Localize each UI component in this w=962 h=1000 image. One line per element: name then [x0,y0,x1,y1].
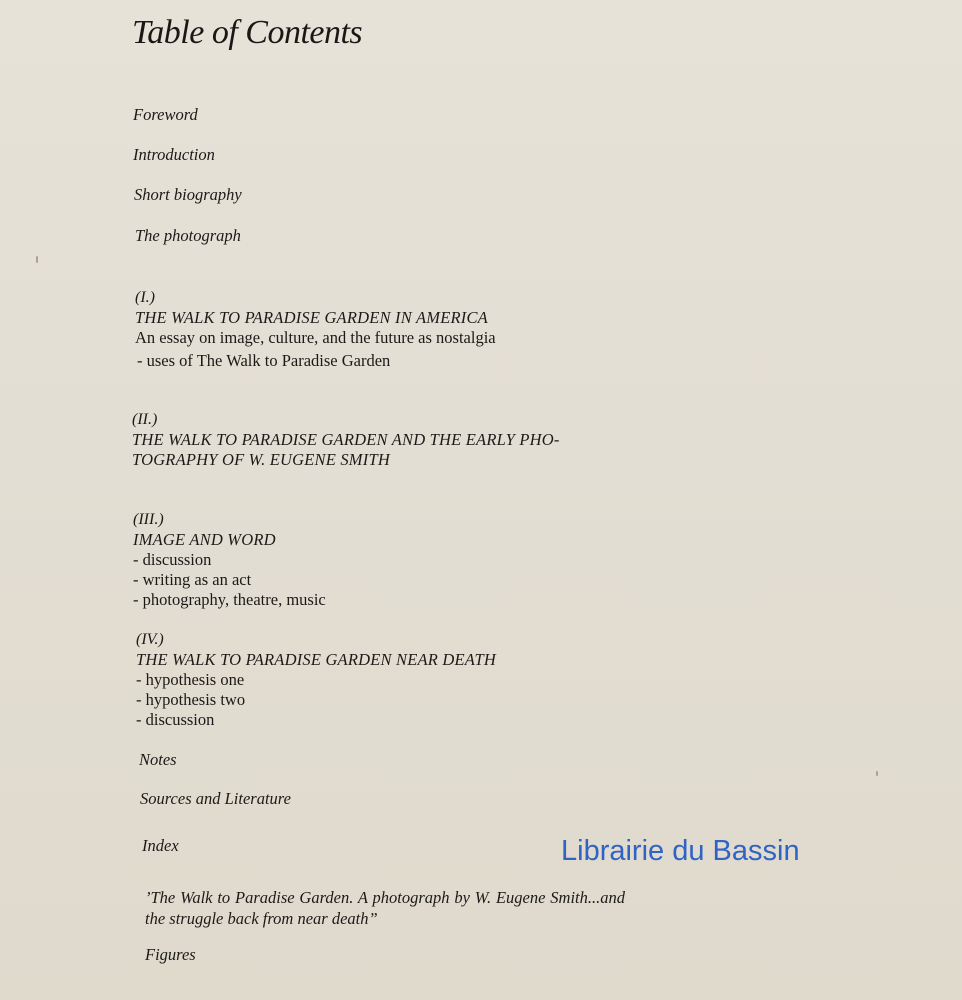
section-number: (IV.) [136,631,164,648]
toc-entry-index: Index [142,836,179,855]
section-item: - hypothesis one [136,670,245,689]
paper-speck [36,256,38,263]
toc-entry-the-photograph: The photograph [135,226,241,245]
watermark: Librairie du Bassin [561,835,800,867]
section-item: - uses of The Walk to Paradise Garden [137,351,391,370]
toc-entry-foreword: Foreword [133,105,198,124]
section-heading-continued: TOGRAPHY OF W. EUGENE SMITH [132,450,390,469]
section-number: (III.) [133,511,164,528]
page-title: Table of Contents [132,14,363,51]
toc-entry-figures: Figures [145,945,196,964]
section-item: - photography, theatre, music [133,590,326,609]
section-heading: IMAGE AND WORD [133,530,276,549]
paper-speck [876,771,878,776]
toc-section-3 [133,510,326,610]
section-item: An essay on image, culture, and the future as nostalgia [135,328,496,347]
section-heading: THE WALK TO PARADISE GARDEN NEAR DEATH [136,650,496,669]
section-item: - discussion [136,710,215,729]
toc-entry-sources: Sources and Literature [140,789,291,808]
toc-entry-introduction: Introduction [133,145,215,164]
toc-section-4 [136,630,496,730]
section-heading: THE WALK TO PARADISE GARDEN AND THE EARLY PHO- [132,430,560,449]
section-item: - hypothesis two [136,690,246,709]
toc-entry-short-biography: Short biography [134,185,242,204]
toc-section-1 [135,288,496,371]
toc-entry-essay-quote: ’The Walk to Paradise Garden. A photograph by W. Eugene Smith...and the struggle back from near death” [145,888,625,928]
section-number: (II.) [132,411,158,428]
toc-entry-notes: Notes [139,750,177,769]
toc-section-2 [132,410,560,470]
section-item: - discussion [133,550,212,569]
section-number: (I.) [135,289,155,306]
section-heading: THE WALK TO PARADISE GARDEN IN AMERICA [135,308,488,327]
section-item: - writing as an act [133,570,252,589]
